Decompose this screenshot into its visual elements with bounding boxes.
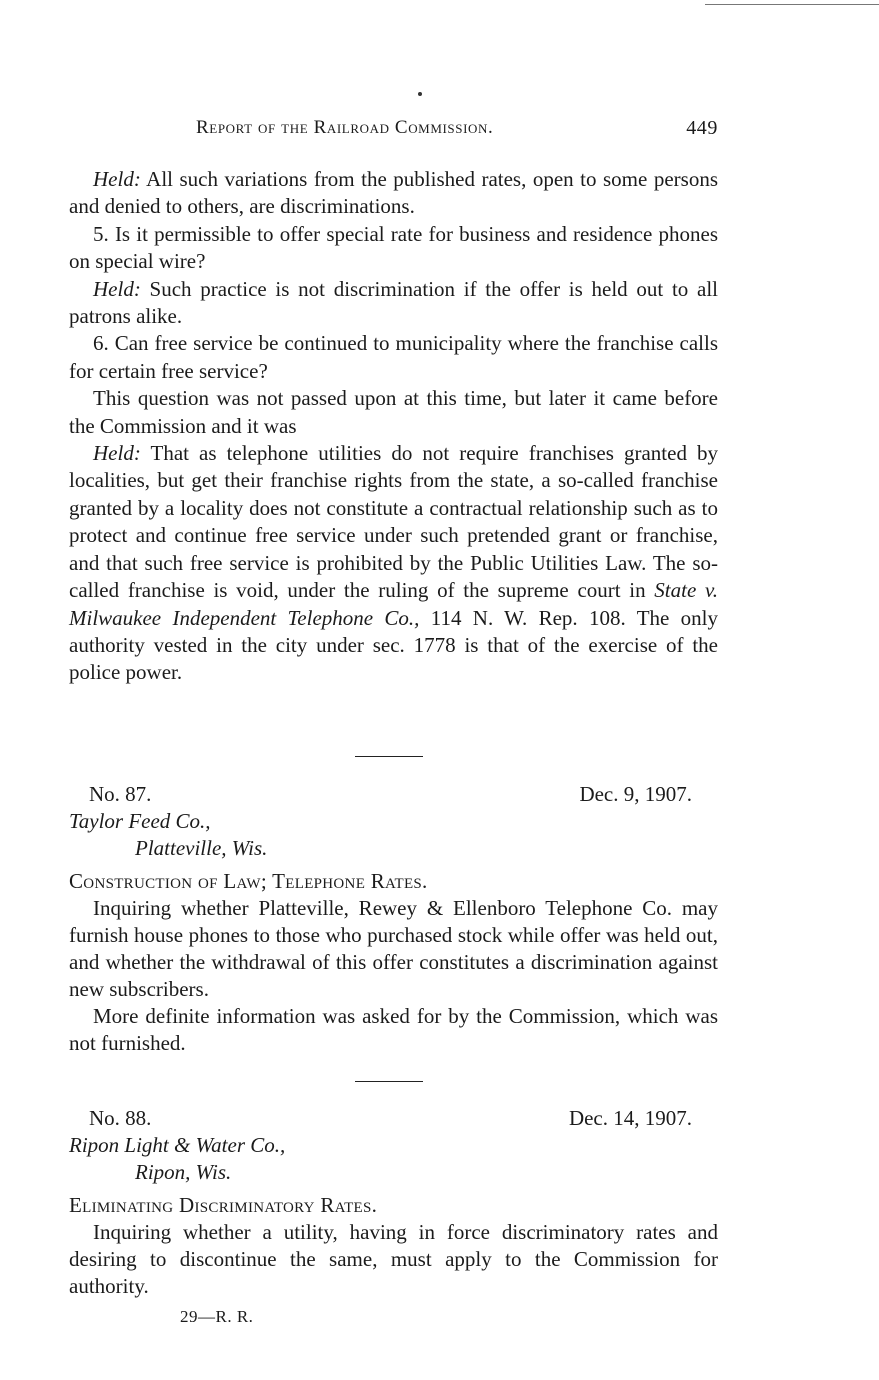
case-number: No. 88. [89,1106,152,1130]
running-title: Report of the Railroad Commission. [196,117,494,138]
case-heading [69,781,718,808]
held-paragraph-1: Held: All such variations from the published rates, open to some persons and denied to others, are discriminations. [69,167,718,219]
page-number: 449 [686,117,718,139]
case-paragraph: Inquiring whether Platteville, Rewey & Ellenboro Telephone Co. may furnish house phones to those who purchased stock while offer was held out, and whether the withdrawal of this offer constitutes a discrimination against new subscribers. [69,896,718,1001]
case-number: No. 87. [89,782,152,806]
case-location: Ripon, Wis. [135,1160,232,1184]
section-divider [355,1081,423,1082]
case-party: Taylor Feed Co., [69,809,211,833]
section-divider [355,756,423,757]
held-paragraph-3: Held: That as telephone utilities do not require franchises granted by localities, but get their franchise rights from the state, a so-called franchise granted by a locality does not constitute a contractual relationship such as to protect and continue free service under such pretended grant or franchise, and that such free service is prohibited by the Public Utilities Law. The so-called franchise is void, under the ruling of the supreme court in State v. Milwaukee Independent Telephone Co., 114 N. W. Rep. 108. The only authority vested in the city under sec. 1778 is that of the exercise of the police power. [69,441,718,685]
scan-edge-line [705,4,879,5]
question-6: 6. Can free service be continued to municipality where the franchise calls for certain free service? [69,331,718,383]
case-date: Dec. 14, 1907. [568,1106,692,1130]
held-label: Held: [93,441,141,466]
case-88 [69,1105,718,1300]
case-heading [69,1105,718,1132]
case-location: Platteville, Wis. [135,836,268,860]
held-label: Held: [93,276,141,301]
case-paragraph: More definite information was asked for by the Commission, which was not furnished. [69,1004,718,1055]
case-subject: Construction of Law; Telephone Rates. [69,869,428,893]
question-6-note: This question was not passed upon at this time, but later it came before the Commission and it was [69,386,718,438]
signature-mark: 29—R. R. [180,1307,254,1326]
held-paragraph-2: Held: Such practice is not discrimination if the offer is held out to all patrons alike. [69,276,718,329]
question-5: 5. Is it permissible to offer special rate for business and residence phones on special wire? [69,221,718,274]
continuation-section [69,166,718,687]
case-citation: State v. Milwaukee Independent Telephone Co., [69,578,718,630]
held-label: Held: [93,167,141,191]
case-party: Ripon Light & Water Co., [69,1133,286,1157]
scan-speck [418,92,422,96]
case-subject: Eliminating Discriminatory Rates. [69,1193,378,1217]
case-87 [69,781,718,1057]
case-date: Dec. 9, 1907. [579,782,692,806]
running-header [196,117,718,139]
case-paragraph: Inquiring whether a utility, having in force discriminatory rates and desiring to discontinue the same, must apply to the Commission for authority. [69,1220,718,1298]
